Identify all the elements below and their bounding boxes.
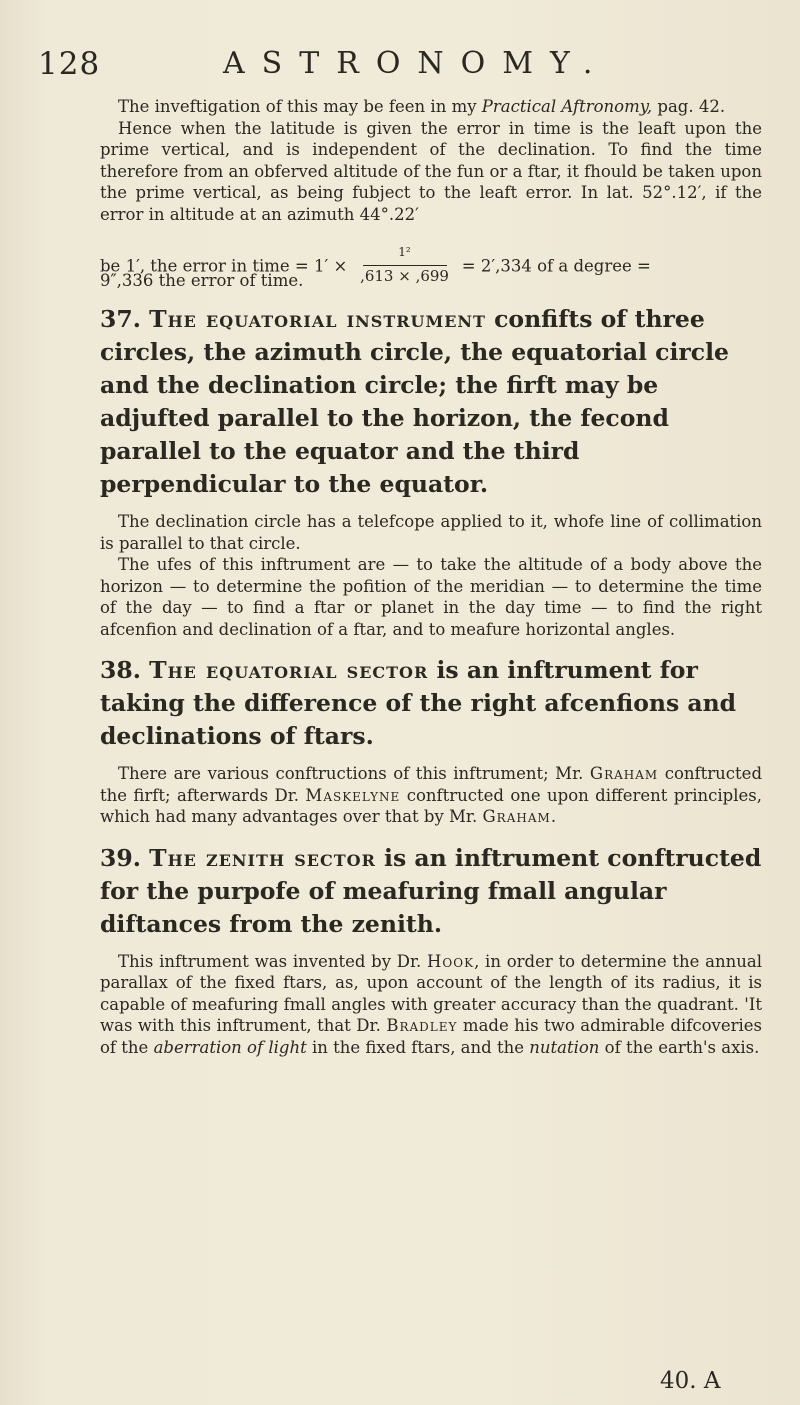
section-37-paragraph-1: The declination circle has a telefcope applied to it, whofe line of collimation is parallel to that circle. [100, 512, 762, 553]
book-title-reference: Practical Aftronomy, [481, 97, 653, 116]
text-run: . [550, 807, 557, 826]
person-name: Hook [427, 951, 475, 971]
text-run: There are various conftructions of this inftrument; Mr. [118, 764, 590, 783]
page-body [100, 96, 762, 1058]
section-number: 39. [100, 843, 141, 872]
fraction-denominator: ,613 × ,699 [360, 267, 449, 285]
text-run: conftructed one upon different principles, which had many advantages over that by Mr. [100, 785, 762, 826]
text-run: made his two admirable difcoveries of the [100, 1016, 762, 1057]
intro-paragraph [100, 96, 762, 118]
section-title-text: confifts of three circles, the azimuth circle, the equatorial circle and the declination circle; the firft may be adjufted parallel to the horizon, the fecond parallel to the equator and the third perpendicular to the equator. [100, 305, 729, 498]
formula-lead: be 1′, the error in time = 1′ × [100, 256, 348, 276]
section-number: 37. [100, 305, 141, 333]
section-title-text: is an inftrument for taking the difference of the right afcenfions and declinations of ftars. [100, 656, 737, 750]
formula-tail: 9″,336 the error of time. [100, 271, 304, 290]
page-reference: pag. 42. [652, 97, 726, 116]
fraction [357, 247, 453, 287]
text-run: conftructed the firft; afterwards Dr. [100, 764, 763, 805]
section-37-paragraph-2: The ufes of this inftrument are — to take the altitude of a body above the horizon — to determine the pofition of the meridian — to determine the time of the day — to find a ftar or planet in the day time — to find the right afcenfion and declination of a ftar, and to meafure horizontal angles. [100, 555, 762, 639]
formula-result: = 2′,334 of a degree = [461, 256, 651, 276]
section-number: 38. [100, 656, 141, 684]
fraction-numerator: 1² [398, 245, 411, 259]
running-head: ASTRONOMY. [223, 46, 610, 81]
catchword: 40. A [660, 1368, 721, 1394]
person-name: Graham [482, 807, 551, 826]
page-number: 128 [38, 46, 101, 82]
section-37-heading [100, 303, 762, 501]
person-name: Bradley [386, 1016, 458, 1035]
text-run: This inftrument was invented by Dr. [118, 951, 428, 971]
error-paragraph: Hence when the latitude is given the error in time is the leaft upon the prime vertical, and is independent of the declination. To find the time therefore from an obferved altitude of the fun or a ftar, it fhould be taken upon the prime vertical, as being fubject to the leaft error. In lat. 52°.12′, if the error in altitude at an azimuth 44°.22′ [100, 118, 762, 224]
formula [100, 225, 762, 289]
page-header [38, 44, 760, 84]
section-39-paragraph-1 [100, 951, 762, 1059]
section-38-heading [100, 654, 762, 753]
person-name: Maskelyne [305, 785, 401, 805]
person-name: Graham [589, 764, 659, 783]
text-run: , in order to determine the annual parallax of the fixed ftars, as, upon account of the length of its radius, it is capable of meafuring fmall angles with greater accuracy than the quadrant. 'It was with this inftrument, that Dr. [100, 951, 763, 1035]
section-38-paragraph-1 [100, 763, 762, 828]
fraction-bar [363, 265, 447, 266]
section-title-smallcaps: The equatorial sector [149, 656, 429, 684]
section-39-heading [100, 842, 762, 941]
section-title-smallcaps: The zenith sector [149, 843, 376, 872]
section-title-smallcaps: The equatorial instrument [149, 305, 486, 333]
intro-text: The inveftigation of this may be feen in my [118, 97, 482, 116]
section-title-text: is an inftrument conftructed for the purpofe of meafuring fmall angular diftances from the zenith. [100, 843, 762, 938]
text-run: of the earth's axis. [599, 1037, 760, 1057]
italic-term: nutation [529, 1037, 600, 1057]
italic-term: aberration of light [153, 1037, 307, 1057]
text-run: in the fixed ftars, and the [306, 1037, 530, 1057]
